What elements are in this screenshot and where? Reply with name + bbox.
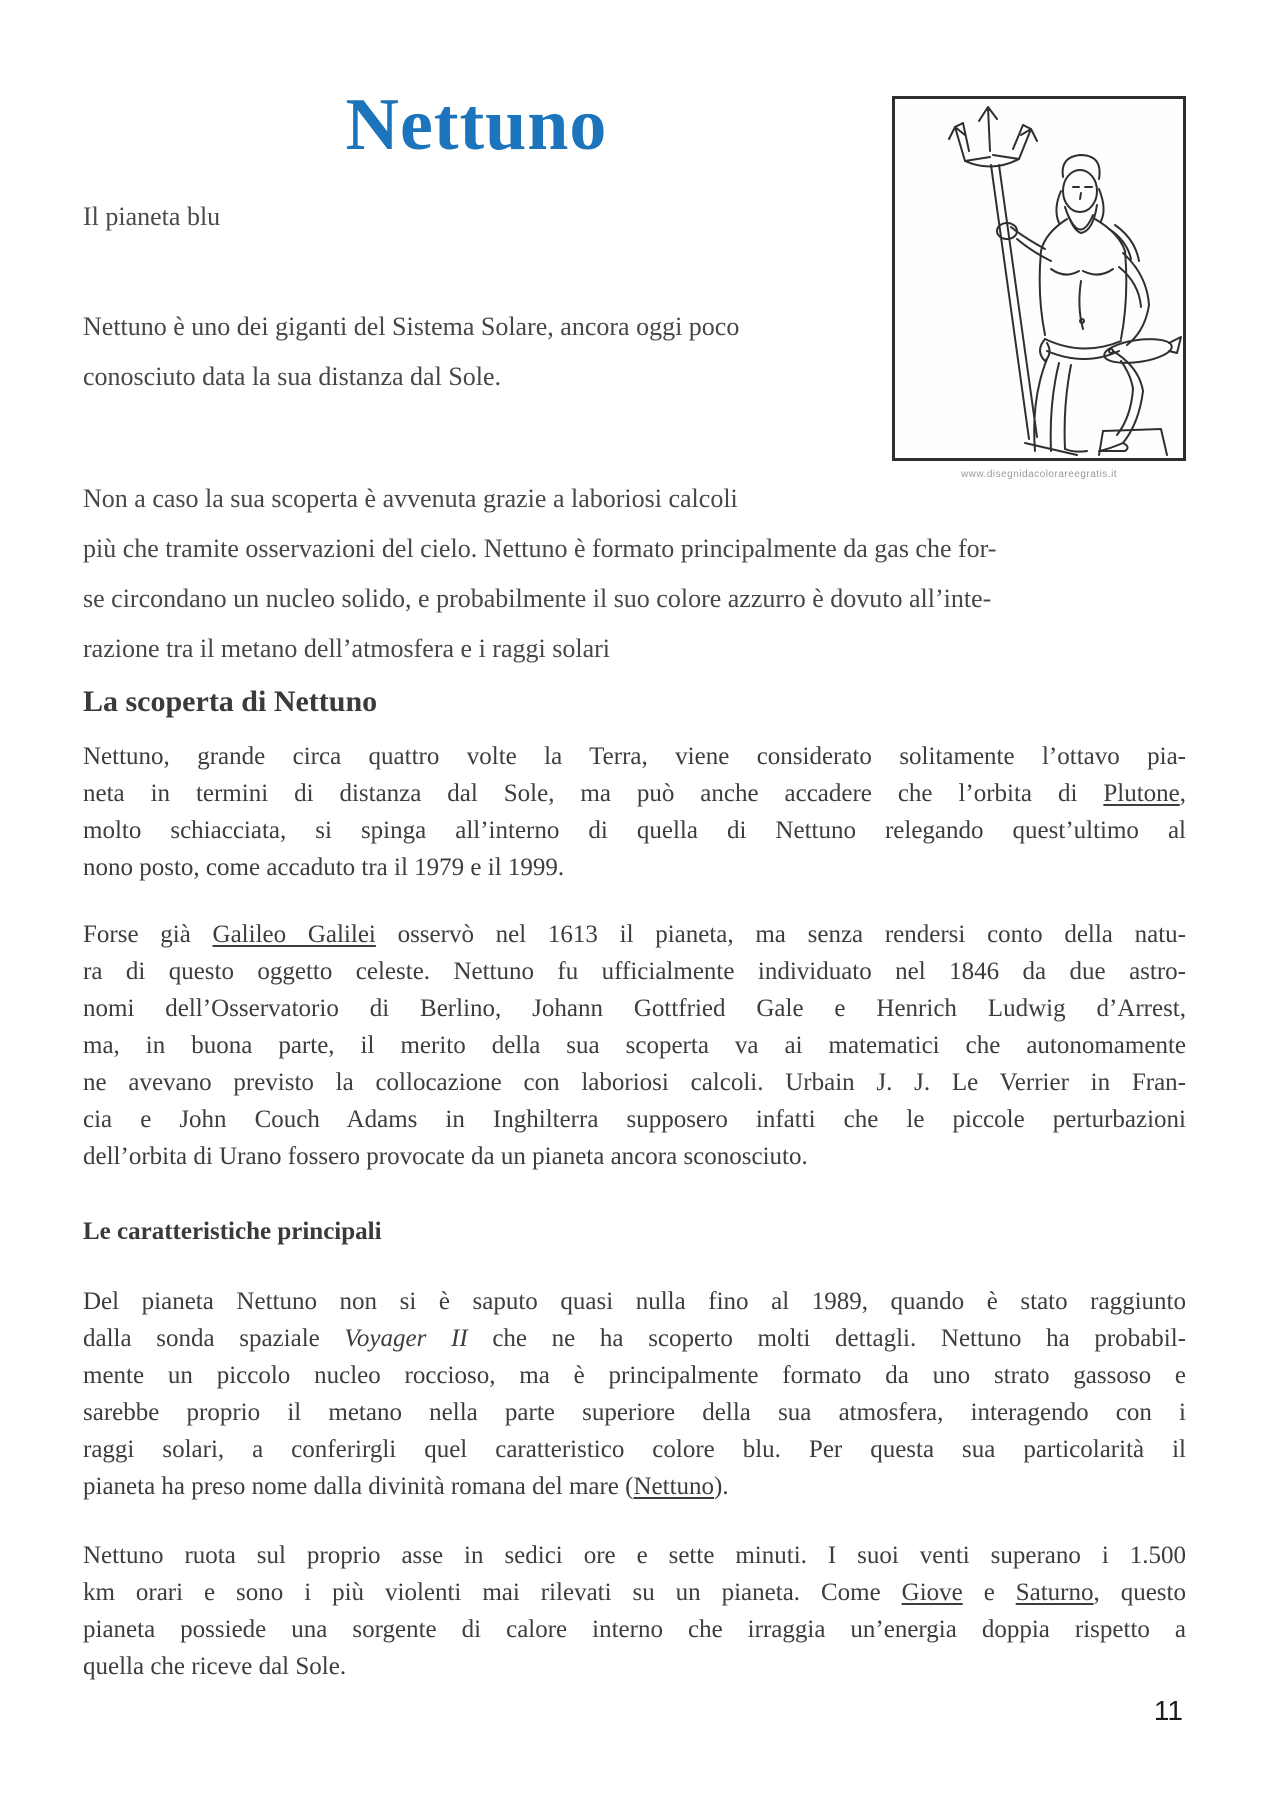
text-segment: pianeta possiede una sorgente di calore interno che irraggia un’energia doppia rispetto a	[83, 1616, 1186, 1643]
underlined-link-text[interactable]: Saturno	[1015, 1579, 1094, 1606]
intro-paragraph-2	[83, 474, 1186, 674]
text-segment: neta in termini di distanza dal Sole, ma può anche accadere che l’orbita di	[83, 780, 1104, 807]
text-line	[83, 1611, 1186, 1648]
text-line	[83, 574, 1186, 624]
text-segment: Nettuno è uno dei giganti del Sistema Solare, ancora oggi poco	[83, 312, 740, 341]
text-segment: dell’orbita di Urano fossero provocate da un pianeta ancora sconosciuto.	[83, 1143, 808, 1170]
text-segment: Nettuno ruota sul proprio asse in sedici ore e sette minuti. I suoi venti superano i 1.500	[83, 1542, 1186, 1569]
page-subtitle: Il pianeta blu	[83, 202, 221, 231]
text-line	[83, 953, 1186, 990]
text-segment: cia e John Couch Adams in Inghilterra supposero infatti che le piccole perturbazioni	[83, 1106, 1186, 1133]
text-line	[83, 1648, 1186, 1685]
text-segment: mente un piccolo nucleo roccioso, ma è principalmente formato da uno strato gassoso e	[83, 1362, 1186, 1389]
text-segment: Voyager II	[344, 1325, 468, 1352]
text-line	[83, 1537, 1186, 1574]
figure-watermark: www.disegnidacolorareegratis.it	[960, 469, 1118, 480]
text-line	[83, 916, 1186, 953]
text-segment: Forse già	[83, 921, 213, 948]
text-line	[83, 1431, 1186, 1468]
text-segment: razione tra il metano dell’atmosfera e i raggi solari	[83, 634, 610, 663]
text-line	[83, 775, 1186, 812]
text-segment: molto schiacciata, si spinga all’interno di quella di Nettuno relegando quest’ultimo al	[83, 817, 1186, 844]
underlined-link-text[interactable]: Galileo Galilei	[212, 921, 376, 948]
text-segment: dalla sonda spaziale	[83, 1325, 345, 1352]
text-line	[83, 738, 1186, 775]
caratteristiche-paragraph-1	[83, 1283, 1186, 1505]
text-line	[83, 1027, 1186, 1064]
text-segment: raggi solari, a conferirgli quel caratteristico colore blu. Per questa sua particolarità il	[83, 1436, 1186, 1463]
caratteristiche-paragraph-2	[83, 1537, 1186, 1685]
text-line	[83, 849, 1186, 886]
text-segment: e	[962, 1579, 1016, 1606]
text-segment: Nettuno, grande circa quattro volte la Terra, viene considerato solitamente l’ottavo pia-	[83, 743, 1186, 770]
scoperta-paragraph-2	[83, 916, 1186, 1175]
underlined-link-text[interactable]: Nettuno	[633, 1473, 715, 1500]
text-line	[83, 1320, 1186, 1357]
page-number: 11	[1153, 1695, 1183, 1726]
section-heading-caratteristiche: Le caratteristiche principali	[83, 1218, 382, 1245]
text-line	[83, 624, 1186, 674]
text-segment: nomi dell’Osservatorio di Berlino, Johann Gottfried Gale e Henrich Ludwig d’Arrest,	[83, 995, 1186, 1022]
scoperta-paragraph-1	[83, 738, 1186, 886]
text-line	[83, 1101, 1186, 1138]
section-heading-scoperta: La scoperta di Nettuno	[83, 685, 378, 718]
page-title: Nettuno	[345, 84, 608, 166]
neptune-drawing-icon	[895, 99, 1183, 458]
neptune-illustration	[892, 96, 1186, 461]
neptune-figure	[892, 96, 1186, 480]
text-segment: Non a caso la sua scoperta è avvenuta grazie a laboriosi calcoli	[83, 484, 738, 513]
text-line	[83, 1357, 1186, 1394]
text-segment: nono posto, come accaduto tra il 1979 e il 1999.	[83, 854, 565, 881]
text-segment: più che tramite osservazioni del cielo. Nettuno è formato principalmente da gas che for-	[83, 534, 997, 563]
text-segment: osservò nel 1613 il pianeta, ma senza rendersi conto della natu-	[375, 921, 1186, 948]
text-line	[83, 812, 1186, 849]
text-segment: ).	[714, 1473, 729, 1500]
text-segment: pianeta ha preso nome dalla divinità romana del mare (	[83, 1473, 634, 1500]
underlined-link-text[interactable]: Giove	[901, 1579, 963, 1606]
text-line	[83, 1468, 1186, 1505]
text-line	[83, 1574, 1186, 1611]
text-line	[83, 1064, 1186, 1101]
text-line	[83, 524, 1186, 574]
text-line	[83, 474, 1186, 524]
text-segment: Del pianeta Nettuno non si è saputo quasi nulla fino al 1989, quando è stato raggiunto	[83, 1288, 1186, 1315]
text-line	[83, 1394, 1186, 1431]
text-segment: km orari e sono i più violenti mai rilevati su un pianeta. Come	[83, 1579, 902, 1606]
text-segment: ne avevano previsto la collocazione con laboriosi calcoli. Urbain J. J. Le Verrier in Fran-	[83, 1069, 1186, 1096]
text-segment: che ne ha scoperto molti dettagli. Nettuno ha probabil-	[467, 1325, 1186, 1352]
text-segment: conosciuto data la sua distanza dal Sole.	[83, 362, 502, 391]
text-line	[83, 1138, 1186, 1175]
underlined-link-text[interactable]: Plutone	[1103, 780, 1180, 807]
text-segment: ,	[1179, 780, 1186, 807]
text-segment: quella che riceve dal Sole.	[83, 1653, 347, 1680]
text-segment: sarebbe proprio il metano nella parte superiore della sua atmosfera, interagendo con i	[83, 1399, 1186, 1426]
text-segment: ma, in buona parte, il merito della sua scoperta va ai matematici che autonomamente	[83, 1032, 1186, 1059]
text-segment: , questo	[1093, 1579, 1186, 1606]
text-line	[83, 990, 1186, 1027]
text-segment: se circondano un nucleo solido, e probabilmente il suo colore azzurro è dovuto all’inte-	[83, 584, 992, 613]
text-line	[83, 1283, 1186, 1320]
text-segment: ra di questo oggetto celeste. Nettuno fu ufficialmente individuato nel 1846 da due astro-	[83, 958, 1186, 985]
